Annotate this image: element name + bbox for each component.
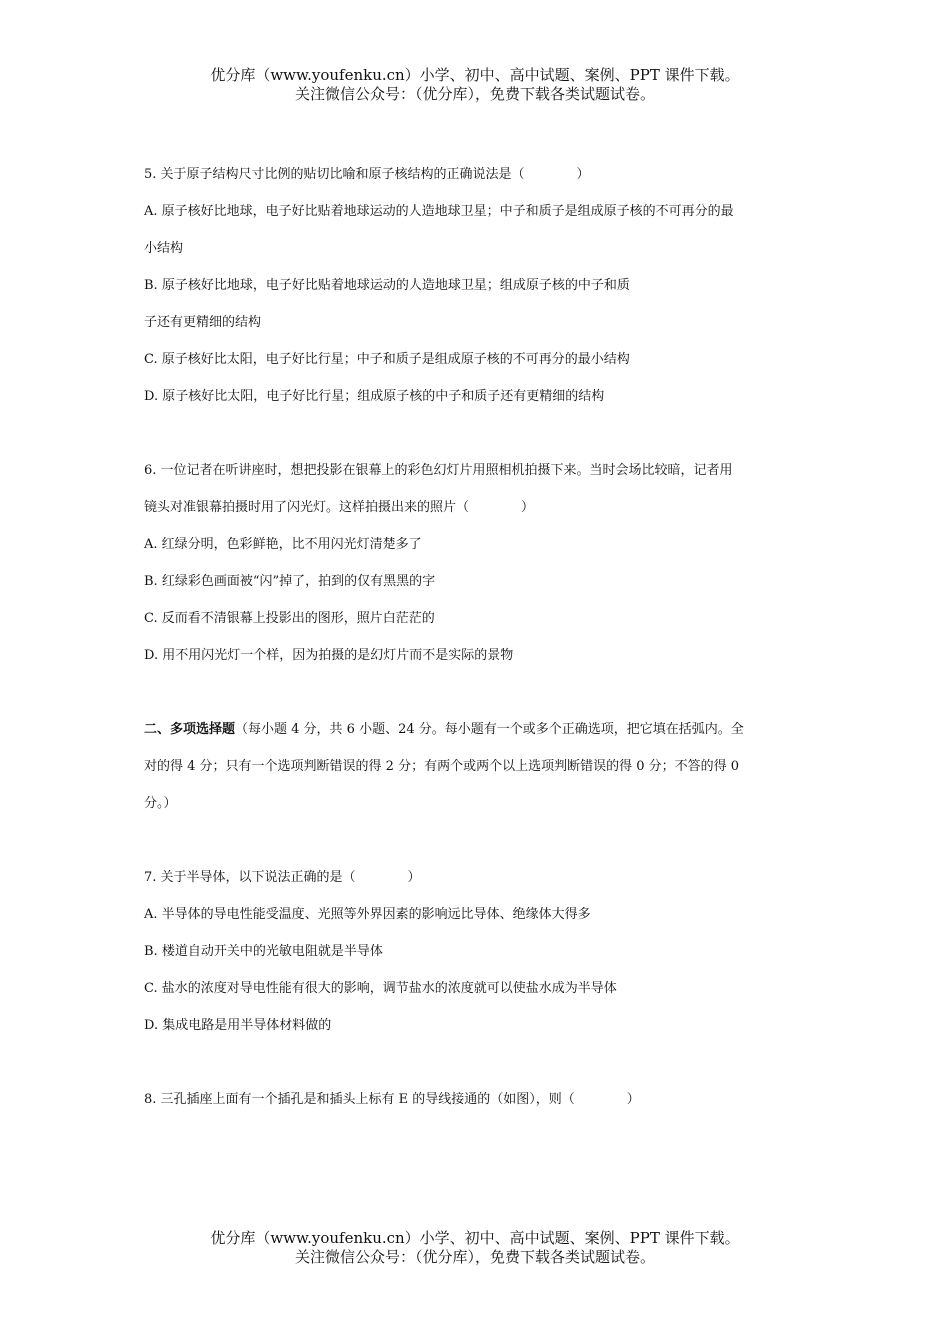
spacer (144, 423, 809, 460)
q5-option-d: D. 原子核好比太阳，电子好比行星；组成原子核的中子和质子还有更精细的结构 (144, 389, 605, 404)
q6-stem-cont: 镜头对准银幕拍摄时用了闪光灯。这样拍摄出来的照片（ ） (144, 500, 535, 515)
q6-option-c: C. 反而看不清银幕上投影出的图形，照片白茫茫的 (144, 611, 435, 626)
question-6 (144, 460, 809, 682)
q5-option-a-cont: 小结构 (144, 241, 184, 256)
section-2-instructions: （每小题 4 分，共 6 小题、24 分。每小题有一个或多个正确选项，把它填在括弧内。全 (235, 722, 744, 737)
footer-line-2: 关注微信公众号：（优分库），免费下载各类试题试卷。 (294, 1248, 655, 1266)
section-2 (144, 719, 809, 830)
question-5 (144, 164, 809, 423)
footer-line-1: 优分库（www.youfenku.cn）小学、初中、高中试题、案例、PPT 课件下载。 (210, 1229, 740, 1247)
q8-stem: 8. 三孔插座上面有一个插孔是和插头上标有 E 的导线接通的（如图），则（ ） (144, 1092, 640, 1107)
section-2-title: 二、多项选择题 (144, 722, 236, 737)
q7-option-b: B. 楼道自动开关中的光敏电阻就是半导体 (144, 944, 383, 959)
q6-option-b: B. 红绿彩色画面被“闪”掉了，拍到的仅有黑黑的字 (144, 574, 436, 589)
q7-option-a: A. 半导体的导电性能受温度、光照等外界因素的影响远比导体、绝缘体大得多 (144, 907, 591, 922)
document-body (144, 164, 809, 1126)
spacer (144, 1052, 809, 1089)
question-7 (144, 867, 809, 1052)
section-2-line-1 (144, 719, 809, 756)
question-8 (144, 1089, 809, 1126)
q6-stem: 6. 一位记者在听讲座时，想把投影在银幕上的彩色幻灯片用照相机拍摄下来。当时会场比较暗，记者用 (144, 463, 733, 478)
spacer (144, 830, 809, 867)
header-line-1: 优分库（www.youfenku.cn）小学、初中、高中试题、案例、PPT 课件下载。 (210, 66, 740, 84)
section-2-line-2: 对的得 4 分；只有一个选项判断错误的得 2 分；有两个或两个以上选项判断错误的得 0 分；不答的得 0 (144, 759, 740, 774)
q5-option-b-cont: 子还有更精细的结构 (144, 315, 262, 330)
q7-option-c: C. 盐水的浓度对导电性能有很大的影响，调节盐水的浓度就可以使盐水成为半导体 (144, 981, 617, 996)
page-footer (0, 1229, 950, 1267)
section-2-line-3: 分。） (144, 796, 177, 811)
q5-stem: 5. 关于原子结构尺寸比例的贴切比喻和原子核结构的正确说法是（ ） (144, 167, 590, 182)
q7-stem: 7. 关于半导体，以下说法正确的是（ ） (144, 870, 421, 885)
q5-option-b: B. 原子核好比地球，电子好比贴着地球运动的人造地球卫星；组成原子核的中子和质 (144, 278, 630, 293)
q5-option-c: C. 原子核好比太阳，电子好比行星；中子和质子是组成原子核的不可再分的最小结构 (144, 352, 630, 367)
q6-option-a: A. 红绿分明，色彩鲜艳，比不用闪光灯清楚多了 (144, 537, 422, 552)
q5-option-a: A. 原子核好比地球，电子好比贴着地球运动的人造地球卫星；中子和质子是组成原子核的不可再分的最 (144, 204, 734, 219)
spacer (144, 682, 809, 719)
page-header (0, 66, 950, 104)
q7-option-d: D. 集成电路是用半导体材料做的 (144, 1018, 332, 1033)
header-line-2: 关注微信公众号：（优分库），免费下载各类试题试卷。 (294, 85, 655, 103)
q6-option-d: D. 用不用闪光灯一个样，因为拍摄的是幻灯片而不是实际的景物 (144, 648, 514, 663)
